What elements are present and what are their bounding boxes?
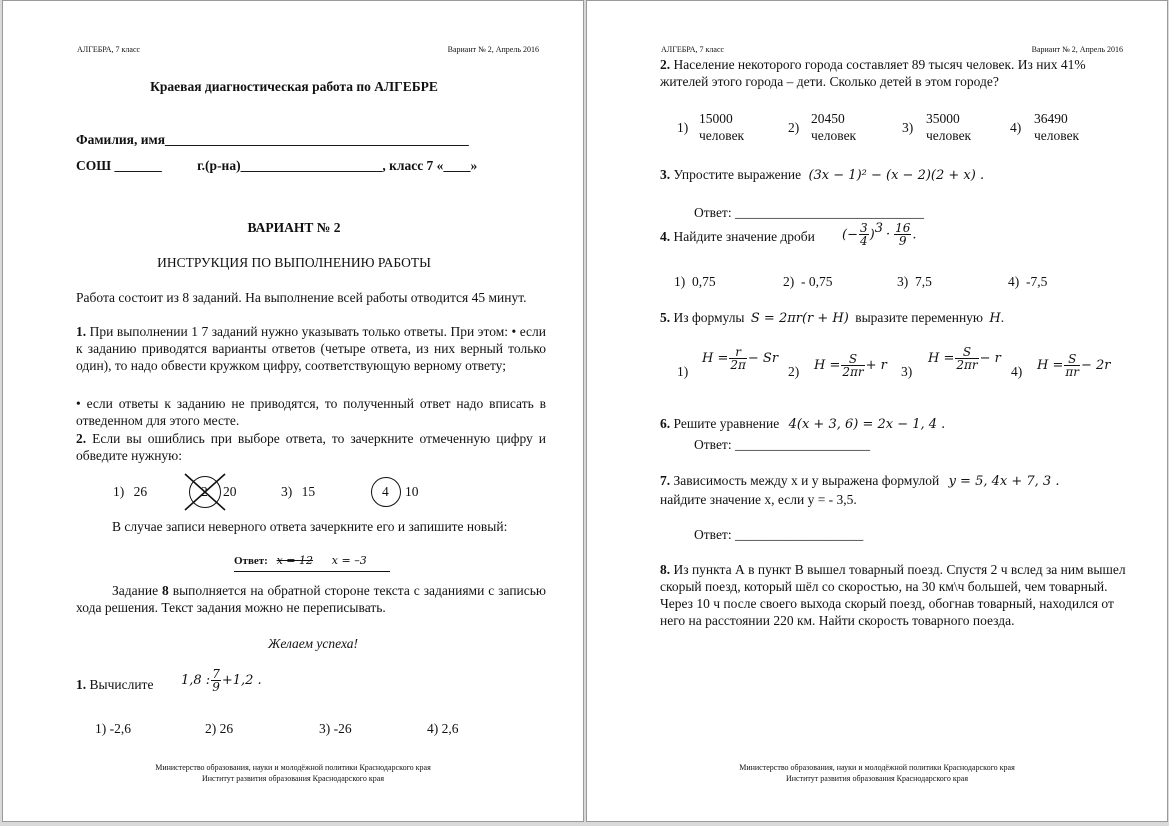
school-row bbox=[76, 157, 477, 174]
surname-field[interactable]: _____________________________________________ bbox=[165, 132, 469, 147]
example-option-2-value: 20 bbox=[223, 484, 237, 499]
good-luck-text: Желаем успеха! bbox=[267, 636, 359, 651]
instruction-rule-2 bbox=[76, 430, 546, 464]
footer-right bbox=[587, 762, 1167, 784]
right-page: АЛГЕБРА, 7 класс Вариант № 2, Апрель 2016 2. Население некоторого города составляет 89 тысяч человек. Из них 41% жителей этого города – дети. Сколько детей в этом городе? 1) 15000 человек 2) 20450 человек 3) 35000 человек 4) 36490 человек 3. Упростите выражение (3x − 1)² − (x − 2)(2 + x) . Ответ: ____________________________ 4. Найдите значение дроби (− $\frac{3}{4}$ )$^3$ · $\frac{16}{9}$ . 1) 0,75 2) - 0,75 3) 7,5 4) -7,5 5. Из формулы S = 2πr(r + H) выразите переменную H. 1) H = $\frac{r}{2\pi}$ − Sr 2) H = $\frac{S}{2\pi r}$ + r 3) H = $\frac{S}{2\pi r}$ − r 4) H = $\frac{S}{\pi r}$ − 2r 6. Решите уравнение 4(x + 3, 6) = 2x − 1, 4 . Ответ: ____________________ 7. Зависимость между x и y выражена формулой y = 5, 4x + 7, 3 . найдите значение x, если y = - 3,5. Ответ: ___________________ 8. Из пункта А в пункт В вышел товарный поезд. Спустя 2 ч вслед за ним вышел скорый поезд, который шёл со скоростью, на 30 км\ч большей, чем товарный. Через 10 ч после своего выхода скорый поезд, обогнав товарный, находился от него на расстоянии 220 км. Найти скорость товарного поезда. Министерство образования, науки и молодёжной политики Краснодарского края Институт развития образования Краснодарского края bbox=[586, 0, 1168, 822]
example-option-4-number: 4 bbox=[382, 484, 389, 499]
question-6-text: Решите уравнение bbox=[673, 416, 780, 431]
footer-right-line-1: Министерство образования, науки и молодёжной политики Краснодарского края bbox=[739, 763, 1015, 772]
q4-option-2[interactable]: 2) - 0,75 bbox=[783, 274, 833, 289]
question-4-text: Найдите значение дроби bbox=[673, 229, 815, 244]
header-variant-date-right: Вариант № 2, Апрель 2016 bbox=[1031, 45, 1123, 54]
question-5-number: 5. bbox=[660, 310, 671, 325]
question-2-text: Население некоторого города составляет 89 тысяч человек. Из них 41% жителей этого города – дети. Сколько детей в этом городе? bbox=[660, 57, 1086, 89]
city-label: г.(р-на) bbox=[197, 158, 241, 173]
footer bbox=[3, 762, 583, 784]
question-8-number: 8. bbox=[660, 562, 671, 577]
q7-answer-label: Ответ: bbox=[694, 527, 732, 542]
answer-underline bbox=[234, 571, 390, 572]
example-option-3-number: 3) bbox=[281, 484, 293, 499]
question-3-text: Упростите выражение bbox=[673, 167, 802, 182]
q4-denominator-1: 4 bbox=[859, 234, 868, 249]
q3-answer-field[interactable]: ____________________________ bbox=[734, 205, 924, 220]
q4-multiply: · bbox=[885, 227, 891, 243]
instruction-intro: Работа состоит из 8 заданий. На выполнение всей работы отводится 45 минут. bbox=[76, 290, 527, 305]
question-3 bbox=[660, 166, 984, 184]
q7-answer-field[interactable]: ___________________ bbox=[734, 527, 864, 542]
q6-answer-row bbox=[694, 436, 870, 453]
question-3-number: 3. bbox=[660, 167, 671, 182]
header-subject: АЛГЕБРА, 7 класс bbox=[77, 45, 141, 54]
expr-part-b: +1,2 . bbox=[221, 673, 262, 689]
q5-option-3-formula[interactable]: H = $\frac{S}{2\pi r}$ − r bbox=[928, 345, 1001, 372]
header-subject-right: АЛГЕБРА, 7 класс bbox=[661, 45, 725, 54]
question-5-formula: S = 2πr(r + H) bbox=[750, 311, 849, 326]
q4-numerator-1: 3 bbox=[859, 221, 868, 236]
example-option-3 bbox=[281, 483, 315, 500]
q4-power: 3 bbox=[874, 221, 883, 236]
q4-end: . bbox=[912, 227, 917, 243]
surname-row bbox=[76, 131, 469, 148]
class-label: , класс 7 « bbox=[382, 158, 444, 173]
example-option-3-value: 15 bbox=[301, 484, 316, 499]
question-6-expression: 4(x + 3, 6) = 2x − 1, 4 . bbox=[788, 417, 946, 432]
question-5-variable: H bbox=[989, 311, 1001, 326]
footer-right-line-2: Институт развития образования Краснодарского края bbox=[785, 774, 969, 783]
question-7 bbox=[660, 472, 1059, 490]
variant-title: ВАРИАНТ № 2 bbox=[247, 220, 341, 235]
example-option-4-value: 10 bbox=[405, 484, 419, 499]
question-5 bbox=[660, 309, 1004, 327]
question-4-expression bbox=[842, 221, 917, 247]
q3-answer-row bbox=[694, 204, 924, 221]
question-4 bbox=[660, 228, 815, 245]
expr-part-a: 1,8 : bbox=[181, 673, 211, 689]
city-field[interactable]: _____________________ bbox=[240, 158, 383, 173]
example-option-1-number: 1) bbox=[113, 484, 125, 499]
wrong-answer: x = 12 bbox=[276, 554, 314, 567]
question-1-number: 1. bbox=[76, 677, 87, 692]
question-8-text: Из пункта А в пункт В вышел товарный поезд. Спустя 2 ч вслед за ним вышел скорый поезд, который шёл со скоростью, на 30 км\ч большей, чем товарный. Через 10 ч после своего выхода скорый поезд, обогнав товарный, находился от него на расстоянии 220 км. Найти скорость товарного поезда. bbox=[660, 562, 1126, 628]
question-1-expression bbox=[181, 668, 262, 693]
q5-option-1-formula[interactable]: H = $\frac{r}{2\pi}$ − Sr bbox=[702, 345, 779, 372]
header-variant-date: Вариант № 2, Апрель 2016 bbox=[447, 45, 539, 54]
rewrite-instruction: В случае записи неверного ответа зачеркните его и запишите новый: bbox=[112, 519, 508, 534]
class-field[interactable]: ____ bbox=[443, 158, 471, 173]
q6-answer-field[interactable]: ____________________ bbox=[734, 437, 870, 452]
rule-1-number: 1. bbox=[76, 324, 87, 339]
q1-option-1[interactable]: 1) -2,6 bbox=[95, 721, 131, 736]
q3-answer-label: Ответ: bbox=[694, 205, 732, 220]
question-7-expression: y = 5, 4x + 7, 3 . bbox=[948, 474, 1060, 489]
q4-option-3[interactable]: 3) 7,5 bbox=[897, 274, 932, 289]
instruction-rule-1b: • если ответы к заданию не приводятся, то полученный ответ надо вписать в отведенном для этого месте. bbox=[76, 396, 546, 428]
q1-option-4[interactable]: 4) 2,6 bbox=[427, 721, 459, 736]
question-8 bbox=[660, 561, 1130, 629]
task-8-text: выполняется на обратной стороне текста с заданиями с записью хода решения. Текст задания можно не переписывать. bbox=[76, 583, 547, 615]
question-1-text: Вычислите bbox=[89, 677, 154, 692]
q6-answer-label: Ответ: bbox=[694, 437, 732, 452]
example-option-1-value: 26 bbox=[133, 484, 148, 499]
rule-1-text: При выполнении 1 7 заданий нужно указывать только ответы. При этом: • если к заданию приводятся варианты ответов (четыре ответа, из них верный только один), то надо обвести кружком цифру, соответствующую верному ответу; bbox=[76, 324, 546, 373]
footer-line-1: Министерство образования, науки и молодёжной политики Краснодарского края bbox=[155, 763, 431, 772]
surname-label: Фамилия, имя bbox=[76, 132, 166, 147]
q5-option-2-number[interactable]: 2) bbox=[788, 364, 800, 379]
q4-denominator-2: 9 bbox=[898, 234, 907, 249]
question-5-end: . bbox=[1000, 310, 1005, 325]
question-2 bbox=[660, 56, 1130, 90]
question-5-text: Из формулы bbox=[673, 310, 745, 325]
q5-option-2-formula[interactable]: H = $\frac{S}{2\pi r}$ + r bbox=[814, 352, 887, 379]
task-8-instruction bbox=[76, 582, 546, 616]
question-2-number: 2. bbox=[660, 57, 671, 72]
q4-option-1[interactable]: 1) 0,75 bbox=[674, 274, 716, 289]
question-1 bbox=[76, 676, 153, 693]
q5-option-4-formula[interactable]: H = $\frac{S}{\pi r}$ − 2r bbox=[1037, 352, 1111, 379]
question-7-text-2: найдите значение x, если y = - 3,5. bbox=[660, 492, 857, 507]
school-label: СОШ bbox=[76, 158, 112, 173]
question-3-expression: (3x − 1)² − (x − 2)(2 + x) . bbox=[808, 168, 985, 183]
example-option-2-number: 2 bbox=[201, 484, 208, 499]
question-6 bbox=[660, 415, 945, 433]
class-end: » bbox=[470, 158, 478, 173]
left-page bbox=[2, 0, 584, 822]
page-title: Краевая диагностическая работа по АЛГЕБРЕ bbox=[150, 79, 438, 94]
footer-line-2: Институт развития образования Краснодарского края bbox=[201, 774, 385, 783]
task-8-number: 8 bbox=[162, 583, 169, 598]
q7-answer-row bbox=[694, 526, 863, 543]
answer-example bbox=[234, 554, 367, 567]
school-field[interactable]: _______ bbox=[114, 158, 162, 173]
fraction-numerator: 7 bbox=[212, 667, 220, 681]
q4-close-paren: ) bbox=[869, 227, 875, 243]
example-option-1 bbox=[113, 483, 147, 500]
q4-numerator-2: 16 bbox=[895, 221, 911, 236]
q5-option-1-number[interactable]: 1) bbox=[677, 364, 689, 379]
q4-option-4[interactable]: 4) -7,5 bbox=[1008, 274, 1048, 289]
rule-2-number: 2. bbox=[76, 431, 87, 446]
question-6-number: 6. bbox=[660, 416, 671, 431]
question-7-text: Зависимость между x и y выражена формулой bbox=[673, 473, 940, 488]
fraction-denominator: 9 bbox=[212, 680, 220, 694]
instruction-title: ИНСТРУКЦИЯ ПО ВЫПОЛНЕНИЮ РАБОТЫ bbox=[157, 255, 431, 270]
answer-example-label: Ответ: bbox=[234, 555, 268, 567]
rule-2-text: Если вы ошиблись при выборе ответа, то зачеркните отмеченную цифру и обведите нужную: bbox=[76, 431, 546, 463]
q4-open-paren: (− bbox=[842, 227, 858, 243]
question-5-text-2: выразите переменную bbox=[855, 310, 984, 325]
q1-option-2[interactable]: 2) 26 bbox=[205, 721, 234, 736]
q1-option-3[interactable]: 3) -26 bbox=[319, 721, 352, 736]
question-7-number: 7. bbox=[660, 473, 671, 488]
new-answer: x = –3 bbox=[331, 554, 367, 567]
q5-option-4-number[interactable]: 4) bbox=[1011, 364, 1023, 379]
task-8-prefix: Задание bbox=[112, 583, 159, 598]
q5-option-3-number[interactable]: 3) bbox=[901, 364, 913, 379]
question-4-number: 4. bbox=[660, 229, 671, 244]
instruction-rule-1 bbox=[76, 323, 546, 374]
